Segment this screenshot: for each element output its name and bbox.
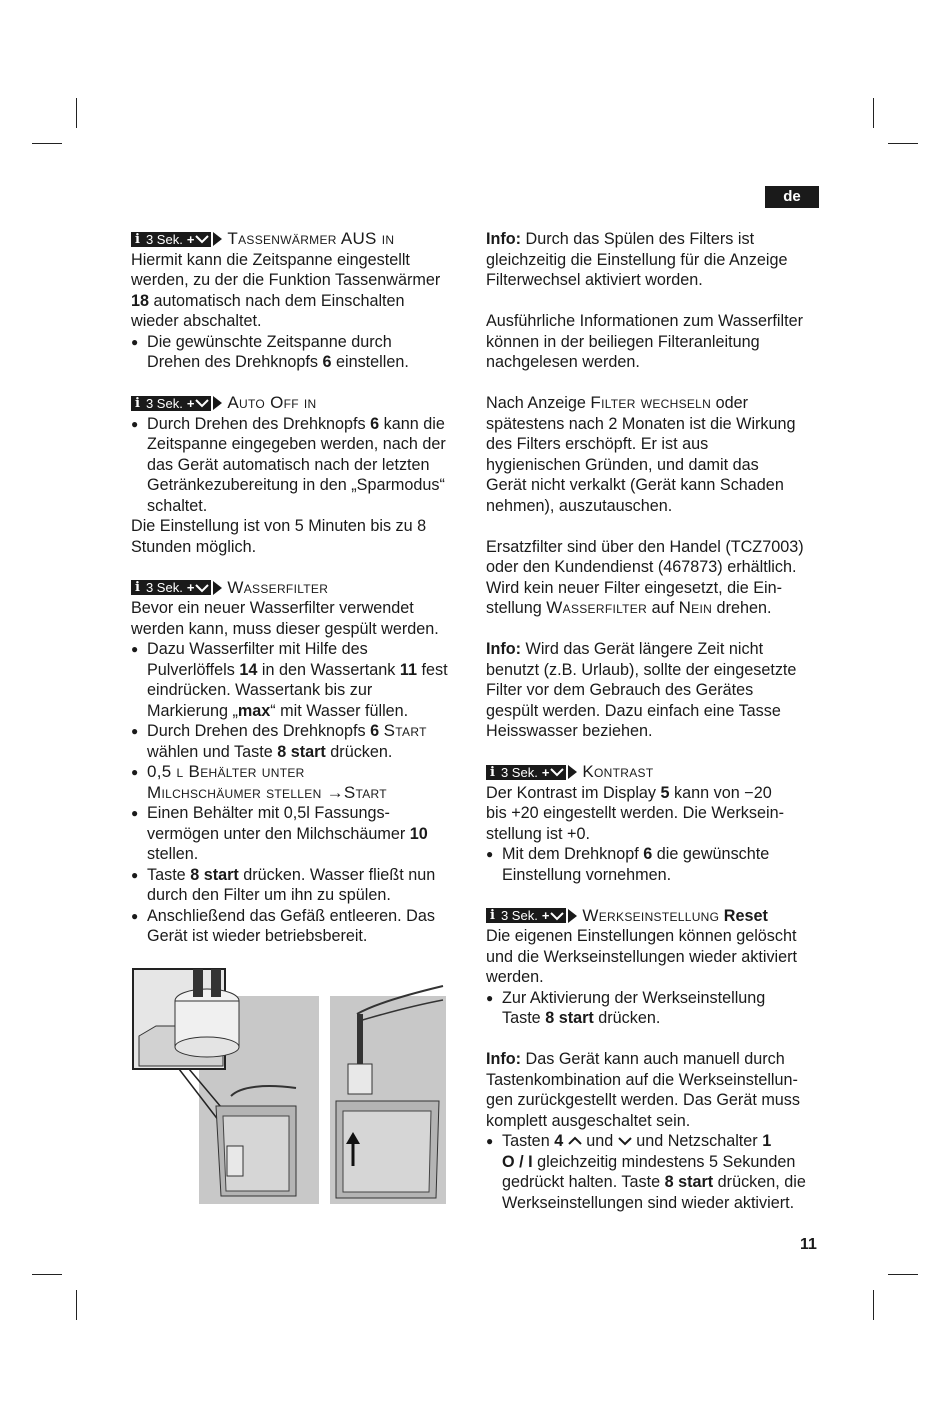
crop-mark xyxy=(888,143,918,144)
crop-mark xyxy=(873,1290,874,1320)
list-item: ● Tasten 4 und und Netzschalter 1 O / I gleichzeitig mindestens 5 Sekunden gedrückt halten. Taste 8 start drücken, die Werkseinstellungen sind wieder aktiviert. xyxy=(486,1131,831,1213)
list-item: ● Durch Drehen des Drehknopfs 6 Start wählen und Taste 8 start drücken. xyxy=(131,721,476,762)
text-line: gleichzeitig die Einstellung für die Anzeige xyxy=(486,250,788,269)
text-line: oder den Kundendienst (467873) erhältlich. xyxy=(486,558,797,576)
list-item: ● Taste 8 start drücken. Wasser fließt nun durch den Filter um ihn zu spülen. xyxy=(131,865,476,906)
section-heading-tassenwaermer: i 3 Sek. + Tassenwärmer AUS in xyxy=(131,229,476,250)
info-badge: i 3 Sek. + xyxy=(131,232,211,247)
section-heading-kontrast: i 3 Sek. + Kontrast xyxy=(486,762,831,783)
text-line: des Filters erschöpft. Er ist aus xyxy=(486,435,709,453)
text-line: komplett ausgeschaltet sein. xyxy=(486,1111,691,1130)
section-heading-werkseinstellung: i 3 Sek. + Werkseinstellung Reset xyxy=(486,906,831,927)
water-filter-illustration xyxy=(131,966,451,1206)
text-line: stellung Wasserfilter auf Nein drehen. xyxy=(486,598,772,617)
text-line: spätestens nach 2 Monaten ist die Wirkung xyxy=(486,414,796,433)
arrow-right-icon xyxy=(213,396,222,410)
arrow-right-icon xyxy=(213,232,222,246)
text-line: werden. xyxy=(486,968,544,986)
arrow-right-icon xyxy=(213,581,222,595)
text-line: stellung ist +0. xyxy=(486,824,590,843)
chevron-down-icon xyxy=(550,911,564,921)
section-heading-auto-off: i 3 Sek. + Auto Off in xyxy=(131,393,476,414)
info-badge: i 3 Sek. + xyxy=(486,908,566,923)
text-line: Stunden möglich. xyxy=(131,537,257,556)
text-line: Bevor ein neuer Wasserfilter verwendet xyxy=(131,599,414,617)
crop-mark xyxy=(76,98,77,128)
text-line: Wird kein neuer Filter eingesetzt, die Ein- xyxy=(486,578,782,597)
text-line: nehmen), auszutauschen. xyxy=(486,496,673,515)
text-line: Nach Anzeige Filter wechseln oder xyxy=(486,393,749,412)
text-line: nachgelesen werden. xyxy=(486,353,640,371)
text-line: Der Kontrast im Display 5 kann von −20 xyxy=(486,783,772,802)
chevron-down-icon xyxy=(195,398,209,408)
text-line: Info: Wird das Gerät längere Zeit nicht xyxy=(486,640,764,658)
text-line: hygienischen Gründen, und damit das xyxy=(486,455,759,474)
crop-mark xyxy=(873,98,874,128)
section-heading-wasserfilter: i 3 Sek. + Wasserfilter xyxy=(131,578,476,599)
list-item: ● Mit dem Drehknopf 6 die gewünschte Einstellung vornehmen. xyxy=(486,844,831,885)
list-item: ● Dazu Wasserfilter mit Hilfe des Pulverlöffels 14 in den Wassertank 11 fest eindrücken. Wassertank bis zur Markierung „max“ mit Wasser füllen. xyxy=(131,639,476,721)
text-line: Die eigenen Einstellungen können gelöscht xyxy=(486,927,797,945)
text-line: Filter vor dem Gebrauch des Gerätes xyxy=(486,681,754,699)
text-line: Filterwechsel aktiviert worden. xyxy=(486,271,703,289)
chevron-down-icon xyxy=(618,1136,632,1146)
crop-mark xyxy=(32,143,62,144)
text-line: Info: Durch das Spülen des Filters ist xyxy=(486,230,755,248)
text-line: bis +20 eingestellt werden. Die Werksein- xyxy=(486,804,784,822)
text-line: wieder abschaltet. xyxy=(131,312,262,330)
text-line: Tastenkombination auf die Werkseinstellun- xyxy=(486,1070,798,1089)
text-line: gen zurückgestellt werden. Das Gerät muss xyxy=(486,1091,800,1109)
crop-mark xyxy=(32,1274,62,1275)
info-badge: i 3 Sek. + xyxy=(131,396,211,411)
crop-mark xyxy=(76,1290,77,1320)
text-line: Ausführliche Informationen zum Wasserfilter xyxy=(486,312,803,330)
chevron-down-icon xyxy=(195,583,209,593)
list-item: ● Einen Behälter mit 0,5l Fassungs- vermögen unter den Milchschäumer 10 stellen. xyxy=(131,803,476,865)
page-number: 11 xyxy=(800,1236,817,1253)
text-line: Heisswasser beziehen. xyxy=(486,722,653,740)
text-line: gespült werden. Dazu einfach eine Tasse xyxy=(486,701,781,720)
text-line: Ersatzfilter sind über den Handel (TCZ7003) xyxy=(486,537,804,556)
text-line: Gerät nicht verkalkt (Gerät kann Schaden xyxy=(486,476,784,494)
text-line: Die Einstellung ist von 5 Minuten bis zu 8 xyxy=(131,517,427,535)
crop-mark xyxy=(888,1274,918,1275)
list-item: ● Zur Aktivierung der Werkseinstellung Taste 8 start drücken. xyxy=(486,988,831,1029)
text-line: Hiermit kann die Zeitspanne eingestellt xyxy=(131,250,410,269)
chevron-up-icon xyxy=(568,1136,582,1146)
language-tab: de xyxy=(765,186,819,208)
list-item: ● Die gewünschte Zeitspanne durch Drehen des Drehknopfs 6 einstellen. xyxy=(131,332,476,373)
info-badge: i 3 Sek. + xyxy=(486,765,566,780)
text-line: 18 automatisch nach dem Einschalten xyxy=(131,291,405,310)
text-line: und die Werkseinstellungen wieder aktiviert xyxy=(486,947,798,966)
text-line: Info: Das Gerät kann auch manuell durch xyxy=(486,1050,785,1068)
list-item: ● Anschließend das Gefäß entleeren. Das Gerät ist wieder betriebsbereit. xyxy=(131,906,476,947)
info-badge: i 3 Sek. + xyxy=(131,580,211,595)
chevron-down-icon xyxy=(550,767,564,777)
text-line: werden kann, muss dieser gespült werden. xyxy=(131,619,439,638)
arrow-right-icon xyxy=(568,909,577,923)
list-item: ● Durch Drehen des Drehknopfs 6 kann die Zeitspanne eingegeben werden, nach der das Gerät automatisch nach der letzten Getränkezubereitung in den „Sparmodus“ schaltet. xyxy=(131,414,476,517)
right-column xyxy=(486,229,831,1213)
chevron-down-icon xyxy=(195,234,209,244)
list-item: ● 0,5 l Behälter unter Milchschäumer stellen →Start xyxy=(131,762,476,803)
text-line: werden, zu der die Funktion Tassenwärmer xyxy=(131,271,441,289)
text-line: können in der beiliegen Filteranleitung xyxy=(486,332,760,351)
text-line: benutzt (z.B. Urlaub), sollte der eingesetzte xyxy=(486,660,797,679)
arrow-right-icon xyxy=(568,765,577,779)
left-column xyxy=(131,229,476,947)
